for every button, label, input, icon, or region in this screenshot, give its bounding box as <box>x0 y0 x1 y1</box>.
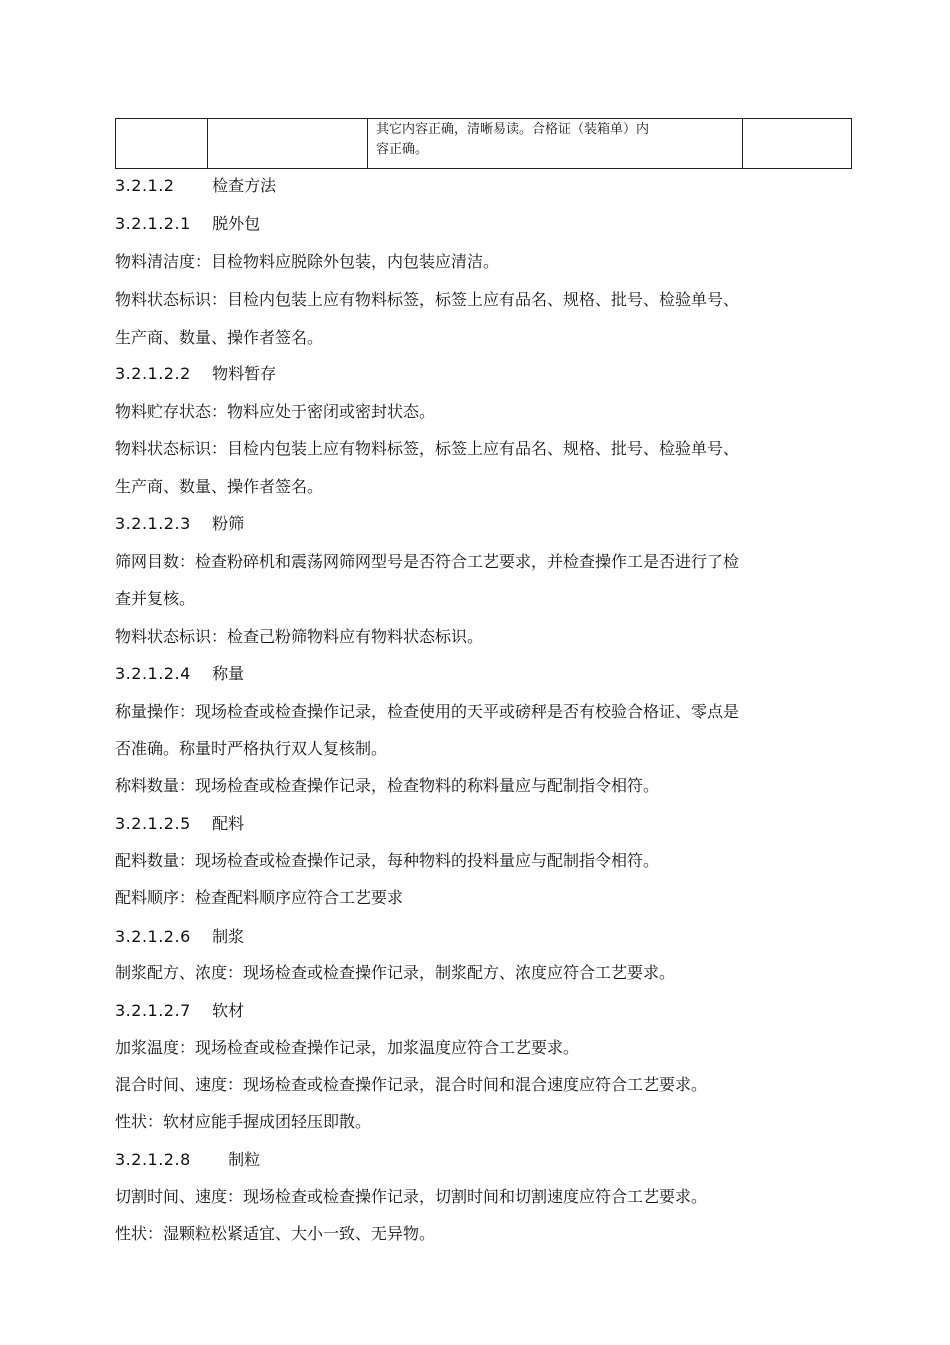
section-title: 配料 <box>212 814 245 833</box>
paragraph-line: 物料状态标识：目检内包装上应有物料标签，标签上应有品名、规格、批号、检验单号、 <box>115 439 740 458</box>
section-heading-3-2-1-2-4 <box>115 660 244 688</box>
section-title: 称量 <box>212 664 245 683</box>
paragraph-line: 生产商、数量、操作者签名。 <box>115 328 324 347</box>
section-number: 3.2.1.2.2 <box>115 364 191 383</box>
paragraph-line: 物料清洁度：目检物料应脱除外包装，内包装应清洁。 <box>115 252 500 271</box>
section-heading-3-2-1-2-8 <box>115 1146 260 1174</box>
section-title: 脱外包 <box>212 214 261 233</box>
section-heading-3-2-1-2-6 <box>115 923 244 951</box>
table-cell-empty-3 <box>743 119 852 169</box>
section-heading-3-2-1-2-3 <box>115 510 244 538</box>
paragraph-line: 称料数量：现场检查或检查操作记录，检查物料的称料量应与配制指令相符。 <box>115 776 660 795</box>
table-cell-requirement <box>368 119 743 169</box>
table-cell-empty-1 <box>116 119 208 169</box>
section-number: 3.2.1.2.4 <box>115 664 191 683</box>
section-number: 3.2.1.2.8 <box>115 1150 191 1169</box>
section-number: 3.2.1.2 <box>115 176 175 195</box>
paragraph-line: 生产商、数量、操作者签名。 <box>115 477 324 496</box>
section-heading-3-2-1-2 <box>115 172 276 200</box>
section-title: 制粒 <box>228 1150 261 1169</box>
section-number: 3.2.1.2.6 <box>115 927 191 946</box>
paragraph-line: 筛网目数：检查粉碎机和震荡网筛网型号是否符合工艺要求，并检查操作工是否进行了检 <box>115 552 740 571</box>
section-number: 3.2.1.2.3 <box>115 514 191 533</box>
paragraph-line: 物料状态标识：检查己粉筛物料应有物料状态标识。 <box>115 627 484 646</box>
section-title: 软材 <box>212 1001 245 1020</box>
paragraph-line: 配料数量：现场检查或检查操作记录，每种物料的投料量应与配制指令相符。 <box>115 851 660 870</box>
paragraph-line: 称量操作：现场检查或检查操作记录，检查使用的天平或磅秤是否有校验合格证、零点是 <box>115 702 740 721</box>
table-row <box>116 119 852 169</box>
section-number: 3.2.1.2.1 <box>115 214 191 233</box>
section-heading-3-2-1-2-7 <box>115 997 244 1025</box>
paragraph-line: 配料顺序：检查配料顺序应符合工艺要求 <box>115 888 404 907</box>
paragraph-line: 查并复核。 <box>115 589 196 608</box>
paragraph-line: 混合时间、速度：现场检查或检查操作记录，混合时间和混合速度应符合工艺要求。 <box>115 1075 708 1094</box>
paragraph-line: 否准确。称量时严格执行双人复核制。 <box>115 739 388 758</box>
section-title: 制浆 <box>212 927 245 946</box>
inspection-table <box>115 118 852 169</box>
paragraph-line: 制浆配方、浓度：现场检查或检查操作记录，制浆配方、浓度应符合工艺要求。 <box>115 963 676 982</box>
paragraph-line: 物料贮存状态：物料应处于密闭或密封状态。 <box>115 402 436 421</box>
section-title: 物料暂存 <box>212 364 277 383</box>
cell-text-line-2: 容正确。 <box>376 142 429 157</box>
section-title: 检查方法 <box>212 176 277 195</box>
section-number: 3.2.1.2.5 <box>115 814 191 833</box>
section-number: 3.2.1.2.7 <box>115 1001 191 1020</box>
section-title: 粉筛 <box>212 514 245 533</box>
paragraph-line: 物料状态标识：目检内包装上应有物料标签，标签上应有品名、规格、批号、检验单号、 <box>115 290 740 309</box>
paragraph-line: 性状：湿颗粒松紧适宜、大小一致、无异物。 <box>115 1224 436 1243</box>
paragraph-line: 切割时间、速度：现场检查或检查操作记录，切割时间和切割速度应符合工艺要求。 <box>115 1187 708 1206</box>
cell-text-line-1: 其它内容正确，清晰易读。合格证（装箱单）内 <box>376 122 650 137</box>
section-heading-3-2-1-2-2 <box>115 360 276 388</box>
paragraph-line: 加浆温度：现场检查或检查操作记录，加浆温度应符合工艺要求。 <box>115 1038 580 1057</box>
paragraph-line: 性状：软材应能手握成团轻压即散。 <box>115 1112 372 1131</box>
section-heading-3-2-1-2-5 <box>115 810 244 838</box>
table-cell-empty-2 <box>208 119 368 169</box>
section-heading-3-2-1-2-1 <box>115 210 260 238</box>
